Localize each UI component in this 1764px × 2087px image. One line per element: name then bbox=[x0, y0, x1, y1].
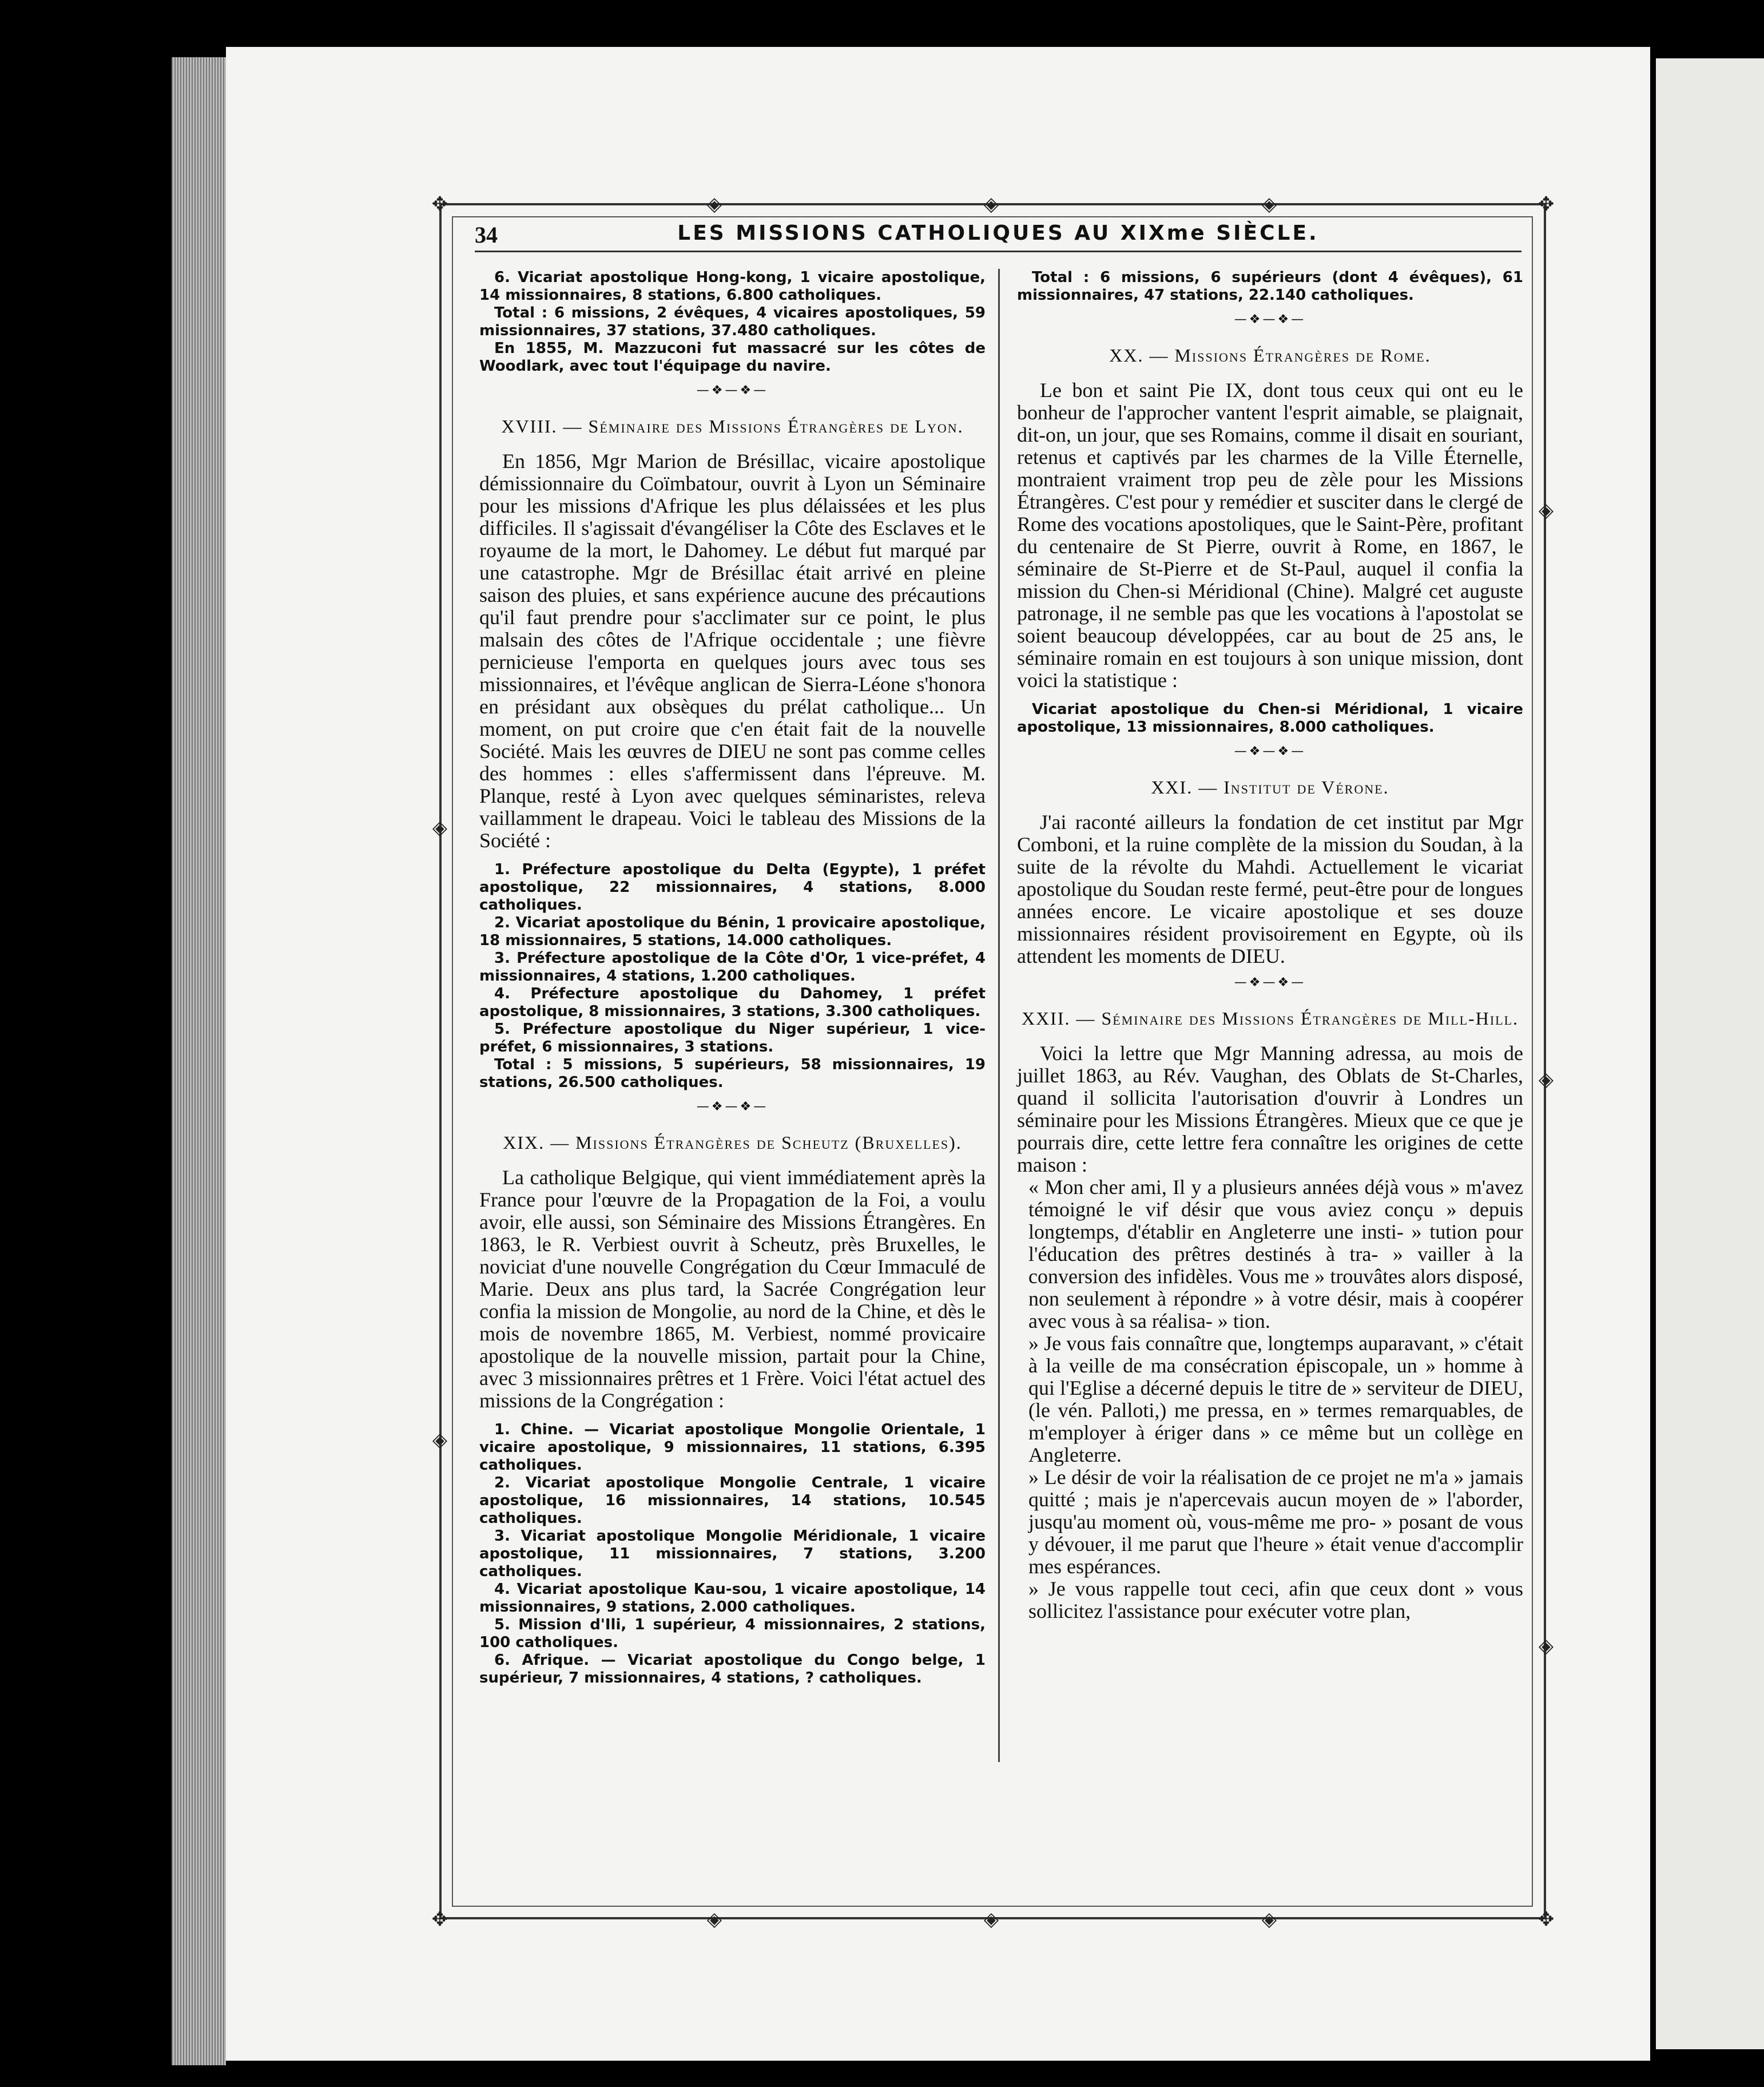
section-separator: —❖—❖— bbox=[696, 1100, 769, 1114]
frame-diamond-icon: ◈ bbox=[1538, 1634, 1554, 1657]
frame-diamond-icon: ◈ bbox=[983, 193, 999, 216]
section-paragraph: La catholique Belgique, qui vient immédiatement après la France pour l'œuvre de la Propagation de la Foi, a voulu avoir, elle aussi, son Séminaire des Missions Étrangères. En 1863, le R. Verbiest ouvrit à Scheutz, près Bruxelles, le noviciat d'une nouvelle Congrégation du Cœur Immaculé de Marie. Deux ans plus tard, la Sacrée Congrégation leur confia la mission de Mongolie, au nord de la Chine, et dès le mois de novembre 1865, M. Verbiest, nommé provicaire apostolique de la nouvelle mission, partait pour la Chine, avec 3 missionnaires prêtres et 1 Frère. Voici l'état actuel des missions de la Congrégation : bbox=[479, 1166, 986, 1412]
left-column bbox=[479, 269, 986, 1687]
section-heading: XVIII. — Séminaire des Missions Étrangères de Lyon. bbox=[501, 416, 964, 437]
facing-page-edge bbox=[1656, 58, 1764, 2049]
book-page-edges bbox=[172, 57, 226, 2065]
list-item: 6. Afrique. — Vicariat apostolique du Congo belge, 1 supérieur, 7 missionnaires, 4 stations, ? catholiques. bbox=[479, 1652, 986, 1687]
list-item: 2. Vicariat apostolique Mongolie Centrale, 1 vicaire apostolique, 16 missionnaires, 14 stations, 10.545 catholiques. bbox=[479, 1474, 986, 1527]
mission-list bbox=[479, 1421, 986, 1687]
frame-diamond-icon: ◈ bbox=[1538, 499, 1554, 522]
section-separator: —❖—❖— bbox=[1234, 744, 1306, 759]
list-item: 4. Vicariat apostolique Kau-sou, 1 vicaire apostolique, 14 missionnaires, 9 stations, 2.000 catholiques. bbox=[479, 1581, 986, 1616]
section-separator: —❖—❖— bbox=[696, 383, 769, 398]
list-item: 2. Vicariat apostolique du Bénin, 1 provicaire apostolique, 18 missionnaires, 5 stations, 14.000 catholiques. bbox=[479, 914, 986, 949]
list-item: 5. Mission d'Ili, 1 supérieur, 4 missionnaires, 2 stations, 100 catholiques. bbox=[479, 1616, 986, 1651]
corner-ornament-icon: ✥ bbox=[431, 1908, 448, 1931]
frame-diamond-icon: ◈ bbox=[1261, 193, 1277, 216]
section-paragraph: Le bon et saint Pie IX, dont tous ceux qui ont eu le bonheur de l'approcher vantent l'esprit aimable, se plaignait, dit-on, un jour, que ses Romains, comme il disait en souriant, retenus et captivés par les charmes de la Ville Éternelle, montraient vraiment trop peu de zèle pour les Missions Étrangères. C'est pour y remédier et susciter dans le clergé de Rome des vocations apostoliques, que le Saint-Père, profitant du centenaire de St Pierre, ouvrit à Rome, en 1867, le séminaire de St-Pierre et de St-Paul, auquel il confia la mission du Chen-si Méridional (Chine). Malgré cet auguste patronage, il ne semble pas que les vocations à l'apostolat se soient beaucoup développées, car au bout de 25 ans, le séminaire romain en est toujours à son unique mission, dont voici la statistique : bbox=[1017, 379, 1523, 692]
list-item: Total : 5 missions, 5 supérieurs, 58 missionnaires, 19 stations, 26.500 catholiques. bbox=[479, 1056, 986, 1091]
corner-ornament-icon: ✥ bbox=[431, 193, 448, 216]
frame-diamond-icon: ◈ bbox=[1538, 1068, 1554, 1091]
page-number: 34 bbox=[475, 222, 498, 248]
section-paragraph: J'ai raconté ailleurs la fondation de cet institut par Mgr Comboni, et la ruine complète de la mission du Soudan, à la suite de la révolte du Mahdi. Actuellement le vicariat apostolique du Soudan reste fermé, peut-être pour de longues années encore. Le vicaire apostolique et ses douze missionnaires résident provisoirement en Egypte, où ils attendent les moments de DIEU. bbox=[1017, 811, 1523, 967]
letter-paragraph: « Mon cher ami, Il y a plusieurs années déjà vous » m'avez témoigné le vif désir que vous aviez conçu » depuis longtemps, d'établir en Angleterre une insti- » tution pour l'éducation des prêtres destinés à tra- » vailler à la conversion des infidèles. Vous me » trouvâtes alors disposé, non seulement à répondre » à votre désir, mais à coopérer avec vous à sa réalisa- » tion. bbox=[1028, 1176, 1523, 1332]
corner-ornament-icon: ✥ bbox=[1537, 1908, 1555, 1931]
section-heading: XXII. — Séminaire des Missions Étrangères de Mill-Hill. bbox=[1021, 1008, 1519, 1029]
list-item: 1. Chine. — Vicariat apostolique Mongolie Orientale, 1 vicaire apostolique, 9 missionnaires, 11 stations, 6.395 catholiques. bbox=[479, 1421, 986, 1474]
list-item: 4. Préfecture apostolique du Dahomey, 1 préfet apostolique, 8 missionnaires, 3 stations, 3.300 catholiques. bbox=[479, 985, 986, 1020]
running-title: LES MISSIONS CATHOLIQUES AU XIXme SIÈCLE. bbox=[677, 221, 1319, 245]
list-item: Total : 6 missions, 6 supérieurs (dont 4 évêques), 61 missionnaires, 47 stations, 22.140 catholiques. bbox=[1017, 269, 1523, 304]
list-item: Vicariat apostolique du Chen-si Méridional, 1 vicaire apostolique, 13 missionnaires, 8.000 catholiques. bbox=[1017, 701, 1523, 736]
list-item: 6. Vicariat apostolique Hong-kong, 1 vicaire apostolique, 14 missionnaires, 8 stations, 6.800 catholiques. bbox=[479, 269, 986, 304]
section-paragraph: Voici la lettre que Mgr Manning adressa, au mois de juillet 1863, au Rév. Vaughan, des Oblats de St-Charles, quand il sollicita l'autorisation d'ouvrir à Londres un séminaire pour les Missions Étrangères. Mieux que ce que je pourrais dire, cette lettre fera connaître les origines de cette maison : bbox=[1017, 1042, 1523, 1176]
section-separator: —❖—❖— bbox=[1234, 975, 1306, 990]
section-heading: XX. — Missions Étrangères de Rome. bbox=[1109, 345, 1431, 366]
frame-diamond-icon: ◈ bbox=[706, 193, 722, 216]
section-heading: XXI. — Institut de Vérone. bbox=[1151, 777, 1389, 797]
mission-list bbox=[1017, 701, 1523, 736]
page-header bbox=[475, 215, 1521, 249]
list-item: 5. Préfecture apostolique du Niger supérieur, 1 vice-préfet, 6 missionnaires, 3 stations. bbox=[479, 1021, 986, 1056]
frame-diamond-icon: ◈ bbox=[432, 1429, 448, 1451]
list-item: Total : 6 missions, 2 évêques, 4 vicaires apostoliques, 59 missionnaires, 37 stations, 37.480 catholiques. bbox=[479, 304, 986, 339]
header-rule bbox=[475, 251, 1521, 252]
section-separator: —❖—❖— bbox=[1234, 312, 1306, 327]
frame-diamond-icon: ◈ bbox=[983, 1908, 999, 1931]
corner-ornament-icon: ✥ bbox=[1537, 193, 1555, 216]
letter-paragraph: » Je vous rappelle tout ceci, afin que ceux dont » vous sollicitez l'assistance pour exécuter votre plan, bbox=[1028, 1577, 1523, 1622]
mission-list bbox=[479, 861, 986, 1092]
list-item: 1. Préfecture apostolique du Delta (Egypte), 1 préfet apostolique, 22 missionnaires, 4 stations, 8.000 catholiques. bbox=[479, 861, 986, 914]
letter-paragraph: » Le désir de voir la réalisation de ce projet ne m'a » jamais quitté ; mais je n'apercevais aucun moyen de » l'aborder, jusqu'au moment où, vous-même me pro- » posant de vous y dévouer, il me parut que l'heure » était venue d'accomplir mes espérances. bbox=[1028, 1466, 1523, 1578]
right-column bbox=[1017, 269, 1523, 1622]
section-heading: XIX. — Missions Étrangères de Scheutz (Bruxelles). bbox=[503, 1132, 962, 1153]
section-paragraph: En 1856, Mgr Marion de Brésillac, vicaire apostolique démissionnaire du Coïmbatour, ouvrit à Lyon un Séminaire pour les missions d'Afrique les plus délaissées et les plus difficiles. Il s'agissait d'évangéliser la Côte des Esclaves et le royaume de la mort, le Dahomey. Le début fut marqué par une catastrophe. Mgr de Brésillac était arrivé en pleine saison des pluies, et sans expérience aucune des précautions qu'il faut prendre pour s'acclimater sur ce point, le plus malsain des côtes de l'Afrique occidentale ; une fièvre pernicieuse l'emporta en quelques jours avec tous ses missionnaires, et l'évêque anglican de Sierra-Léone s'honora en présidant aux obsèques du prélat catholique... Un moment, on put croire que c'en était fait de la nouvelle Société. Mais les œuvres de DIEU ne sont pas comme celles des hommes : elles s'affermissent dans l'épreuve. M. Planque, resté à Lyon avec quelques séminaristes, releva vaillamment le drapeau. Voici le tableau des Missions de la Société : bbox=[479, 450, 986, 852]
letter-paragraph: » Je vous fais connaître que, longtemps auparavant, » c'était à la veille de ma consécration épiscopale, un » homme à qui l'Eglise a décerné depuis le titre de » serviteur de DIEU, (le vén. Palloti,) me pressa, en » termes remarquables, de m'employer à ériger dans » ce même but un collège en Angleterre. bbox=[1028, 1332, 1523, 1466]
list-item: 3. Vicariat apostolique Mongolie Méridionale, 1 vicaire apostolique, 11 missionnaires, 7 stations, 3.200 catholiques. bbox=[479, 1527, 986, 1580]
frame-diamond-icon: ◈ bbox=[1261, 1908, 1277, 1931]
column-divider bbox=[998, 269, 1000, 1762]
frame-diamond-icon: ◈ bbox=[706, 1908, 722, 1931]
list-item: 3. Préfecture apostolique de la Côte d'Or, 1 vice-préfet, 4 missionnaires, 4 stations, 1.200 catholiques. bbox=[479, 950, 986, 985]
list-item: En 1855, M. Mazzuconi fut massacré sur les côtes de Woodlark, avec tout l'équipage du navire. bbox=[479, 340, 986, 375]
frame-diamond-icon: ◈ bbox=[432, 816, 448, 839]
